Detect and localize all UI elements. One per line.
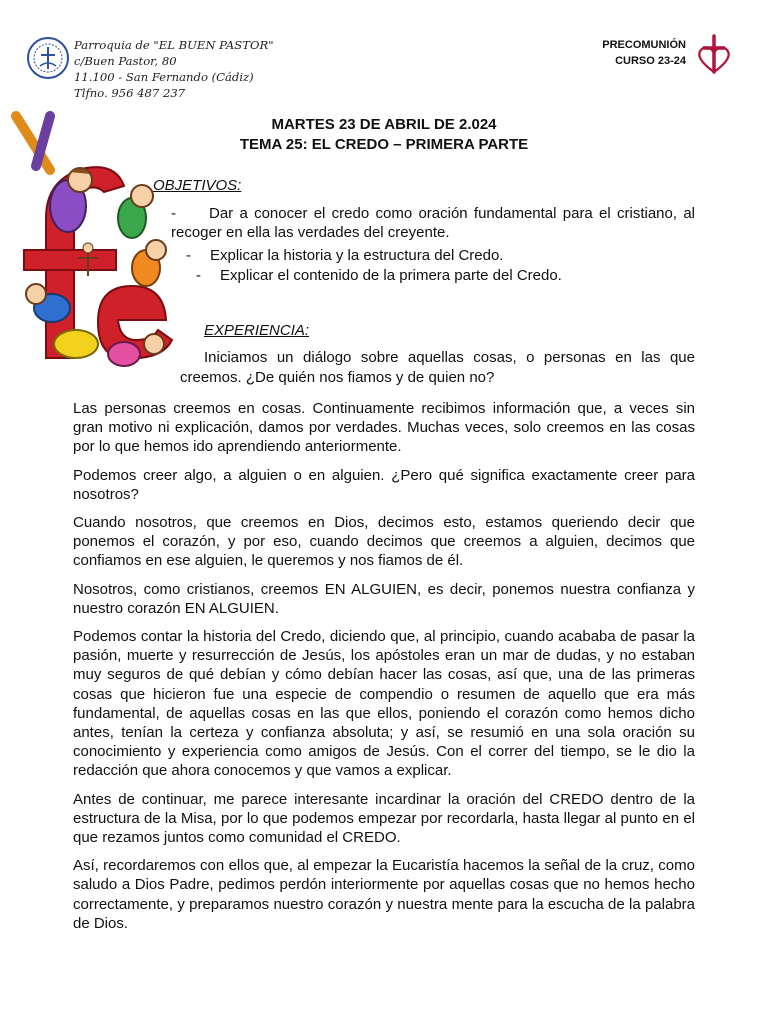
course-year: CURSO 23-24 — [615, 55, 686, 67]
course-label — [602, 37, 686, 69]
fe-children-illustration — [6, 108, 194, 383]
body-paragraph: Así, recordaremos con ellos que, al empezar la Eucaristía hacemos la señal de la cruz, como saludo a Dios Padre, pedimos perdón interiormente por aquellas cosas que no hemos hecho correctamente, y preparamos nuestro corazón y nuestra mente para la escucha de la palabra de Dios. — [73, 857, 695, 932]
date-line: MARTES 23 DE ABRIL DE 2.024 — [271, 116, 497, 133]
body-paragraph: Nosotros, como cristianos, creemos EN ALGUIEN, es decir, ponemos nuestra confianza y nuestro corazón EN ALGUIEN. — [73, 580, 695, 617]
objective-text: Explicar la historia y la estructura del Credo. — [210, 247, 504, 264]
objectives-heading: OBJETIVOS: — [153, 177, 242, 194]
objective-item: - Explicar la historia y la estructura del Credo. — [186, 247, 504, 264]
parish-street: c/Buen Pastor, 80 — [74, 54, 177, 68]
objective-item: - Dar a conocer el credo como oración fundamental para el cristiano, al recoger en ella las verdades del creyente. — [171, 205, 695, 241]
cross-heart-logo-icon — [694, 32, 734, 78]
body-paragraph: Podemos contar la historia del Credo, diciendo que, al principio, cuando acababa de pasar la pasión, muerte y resurrección de Jesús, los apóstoles eran un mar de dudas, y no estaban muy seguros de qué debían y cómo debían hacer las cosas, así que, una de las primeras cosas que hicieron fue una especie de compendio o resumen de aquello que era más fundamental, de aquellas cosas en las que ellos, poniendo el corazón como hemos dicho antes, tenían la certeza y confianza absoluta; y así, se resumió en una sola oración su conocimiento y experiencia como amigos de Jesús. Con el correr del tiempo, se le dio la redacción que ahora conocemos y que vamos a explicar. — [73, 628, 695, 780]
objective-text: Explicar el contenido de la primera parte del Credo. — [220, 267, 562, 284]
experiencia-text: Iniciamos un diálogo sobre aquellas cosas, o personas en las que creemos. ¿De quién nos fiamos y de quien no? — [180, 349, 695, 386]
experiencia-heading: EXPERIENCIA: — [204, 322, 310, 339]
course-type: PRECOMUNIÓN — [602, 39, 686, 51]
body-paragraph: Antes de continuar, me parece interesante incardinar la oración del CREDO dentro de la estructura de la Misa, por lo que podemos empezar por recordarla, hasta llegar al punto en el que rezamos juntos como comunidad el CREDO. — [73, 790, 695, 847]
topic-line: TEMA 25: EL CREDO – PRIMERA PARTE — [239, 136, 529, 153]
body-paragraph: Las personas creemos en cosas. Continuamente recibimos información que, a veces sin gran motivo ni explicación, damos por verdades. Muchas veces, solo creemos en las cosas por lo que hemos ido aprendiendo anteriormente. — [73, 400, 695, 456]
parish-name: Parroquia de "EL BUEN PASTOR" — [74, 38, 274, 52]
parish-address — [74, 37, 274, 101]
objective-text: Dar a conocer el credo como oración fundamental para el cristiano, al recoger en ella las verdades del creyente. — [171, 205, 695, 241]
body-paragraph: Cuando nosotros, que creemos en Dios, decimos esto, estamos queriendo decir que ponemos el corazón, y por eso, cuando decimos que creemos a alguien, decimos que confiamos en ese alguien, le queremos y nos fiamos de él. — [73, 514, 695, 570]
body-text — [73, 399, 695, 942]
parish-city: 11.100 - San Fernando (Cádiz) — [74, 70, 254, 84]
parish-phone: Tlfno. 956 487 237 — [74, 86, 186, 100]
parish-seal-icon — [26, 36, 70, 80]
body-paragraph: Podemos creer algo, a alguien o en alguien. ¿Pero qué significa exactamente creer para nosotros? — [73, 466, 695, 503]
objective-item: - Explicar el contenido de la primera parte del Credo. — [196, 267, 562, 284]
